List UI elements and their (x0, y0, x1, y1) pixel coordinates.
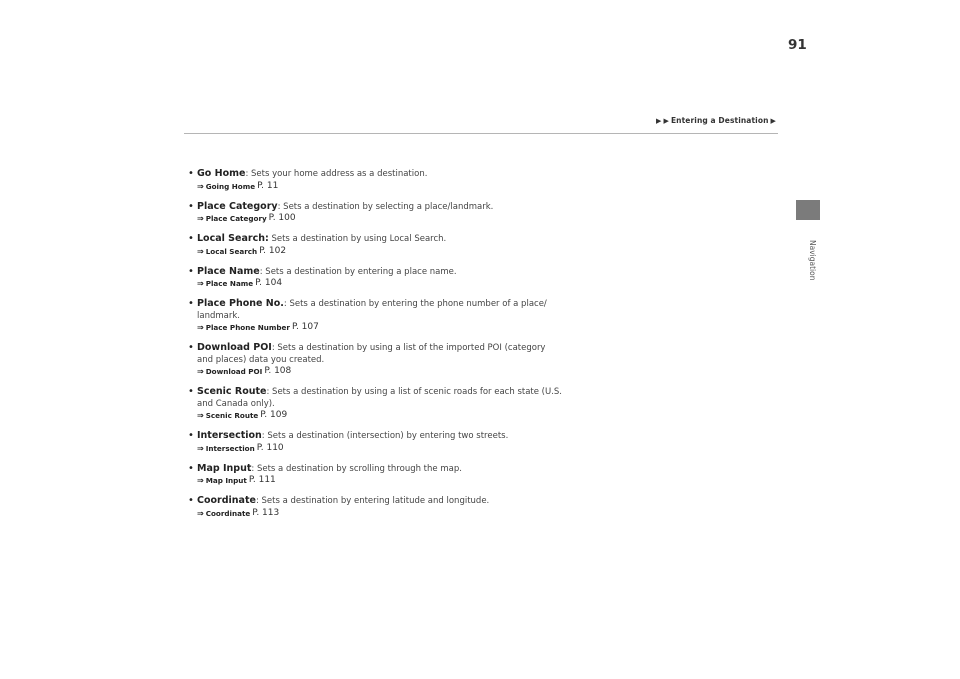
reference-arrow-icon: ⇒ (197, 246, 204, 256)
item-description: Sets a destination by scrolling through the map. (256, 463, 462, 474)
bullet-icon: • (188, 386, 194, 397)
item-description: Sets your home address as a destination. (251, 169, 428, 179)
page-reference-link[interactable] (188, 410, 568, 421)
side-tab-label: Navigation (808, 240, 817, 281)
item-separator: : (251, 463, 257, 474)
item-text (197, 399, 275, 411)
item-text (197, 495, 489, 508)
reference-title: Coordinate (205, 508, 251, 518)
reference-page: P. 113 (252, 507, 280, 518)
item-text (197, 168, 427, 181)
destination-options-list (188, 168, 568, 528)
header-rule (184, 133, 778, 134)
reference-title: Map Input (205, 476, 247, 485)
item-line (188, 311, 568, 323)
item-name: Intersection (197, 430, 262, 441)
page-reference-link[interactable] (188, 443, 568, 454)
page-reference-link[interactable] (188, 475, 568, 486)
item-text (197, 386, 562, 399)
reference-arrow-icon: ⇒ (197, 443, 204, 453)
bullet-icon: • (188, 495, 194, 506)
list-item (188, 463, 568, 487)
reference-page: P. 107 (291, 322, 319, 332)
list-item (188, 266, 568, 290)
item-description: and places) data you created. (197, 354, 325, 365)
list-item (188, 201, 568, 225)
reference-arrow-icon: ⇒ (197, 367, 204, 376)
item-name: Coordinate (197, 495, 256, 506)
reference-page: P. 104 (255, 278, 283, 288)
item-text (197, 298, 547, 311)
item-description: Sets a destination by using Local Search. (271, 234, 447, 244)
item-description: and Canada only). (197, 398, 275, 409)
reference-page: P. 109 (260, 410, 288, 420)
list-item (188, 233, 568, 257)
list-item (188, 495, 568, 519)
item-line (188, 355, 568, 367)
reference-page: P. 11 (257, 180, 279, 191)
item-separator: : (283, 299, 290, 309)
reference-arrow-icon: ⇒ (197, 508, 204, 518)
item-name: Go Home (197, 168, 246, 179)
item-line (188, 386, 568, 399)
item-name: Map Input (197, 462, 252, 474)
list-item (188, 342, 568, 377)
bullet-spacer (188, 311, 197, 323)
reference-arrow-icon: ⇒ (197, 214, 204, 223)
item-text (197, 355, 324, 367)
item-description: Sets a destination by entering a place name. (265, 266, 457, 277)
item-description: Sets a destination (intersection) by entering two streets. (267, 431, 509, 441)
reference-arrow-icon: ⇒ (197, 411, 204, 420)
item-separator: : (245, 169, 252, 179)
page-number: 91 (788, 37, 807, 53)
bullet-spacer (188, 355, 197, 367)
item-name: Local Search: (197, 233, 269, 244)
triangle-right-icon: ▶ (770, 116, 776, 125)
item-line (188, 201, 568, 214)
reference-arrow-icon: ⇒ (197, 323, 204, 332)
item-line (188, 430, 568, 443)
item-name: Scenic Route (197, 386, 267, 397)
reference-title: Place Phone Number (205, 323, 290, 332)
item-text (197, 342, 545, 355)
item-line (188, 495, 568, 508)
reference-title: Local Search (205, 246, 258, 256)
bullet-icon: • (188, 168, 194, 179)
item-description: Sets a destination by entering the phone number of a place/ (289, 299, 547, 309)
item-name: Place Name (197, 265, 260, 277)
item-text (197, 233, 446, 246)
page-reference-link[interactable] (188, 366, 568, 377)
item-separator: : (255, 496, 262, 506)
page-reference-link[interactable] (188, 508, 568, 519)
list-item (188, 298, 568, 333)
item-description: Sets a destination by using a list of the imported POI (category (277, 343, 546, 353)
item-text (197, 266, 457, 279)
triangle-right-icon: ▶ (663, 116, 669, 125)
item-text (197, 201, 493, 214)
bullet-icon: • (188, 342, 194, 353)
item-line (188, 233, 568, 246)
item-description: Sets a destination by using a list of scenic roads for each state (U.S. (272, 387, 563, 397)
reference-title: Scenic Route (205, 411, 259, 420)
item-line (188, 342, 568, 355)
item-text (197, 311, 240, 323)
side-tab-marker (796, 200, 820, 220)
reference-arrow-icon: ⇒ (197, 476, 204, 485)
item-description: Sets a destination by selecting a place/landmark. (283, 201, 494, 212)
item-text (197, 430, 508, 443)
item-separator: : (271, 343, 278, 353)
item-name: Place Category (197, 200, 278, 212)
list-item (188, 430, 568, 454)
page-reference-link[interactable] (188, 246, 568, 257)
page-reference-link[interactable] (188, 181, 568, 192)
reference-title: Place Name (205, 279, 254, 288)
reference-page: P. 111 (248, 475, 276, 485)
item-line (188, 399, 568, 411)
bullet-icon: • (188, 298, 194, 309)
reference-title: Intersection (205, 443, 255, 453)
reference-arrow-icon: ⇒ (197, 279, 204, 288)
bullet-icon: • (188, 200, 194, 212)
item-separator: : (261, 431, 268, 441)
reference-page: P. 108 (264, 366, 292, 376)
item-line (188, 266, 568, 279)
item-separator: : (259, 266, 266, 277)
page-reference-link[interactable] (188, 322, 568, 333)
bullet-spacer (188, 399, 197, 411)
item-line (188, 463, 568, 476)
item-name: Place Phone No. (197, 298, 284, 309)
item-name: Download POI (197, 342, 272, 353)
reference-arrow-icon: ⇒ (197, 181, 204, 191)
reference-page: P. 102 (259, 245, 287, 256)
item-line (188, 168, 568, 181)
list-item (188, 386, 568, 421)
item-separator: : (266, 387, 273, 397)
item-text (197, 463, 462, 476)
bullet-icon: • (188, 430, 194, 441)
bullet-icon: • (188, 462, 194, 474)
page-reference-link[interactable] (188, 278, 568, 289)
list-item (188, 168, 568, 192)
bullet-icon: • (188, 233, 194, 244)
triangle-right-icon: ▶ (655, 116, 662, 125)
item-line (188, 298, 568, 311)
item-description: landmark. (197, 310, 240, 321)
reference-title: Place Category (205, 214, 267, 223)
reference-title: Download POI (205, 367, 263, 376)
reference-title: Going Home (205, 181, 256, 191)
reference-page: P. 110 (256, 442, 284, 453)
page-reference-link[interactable] (188, 213, 568, 224)
bullet-icon: • (188, 265, 194, 277)
reference-page: P. 100 (268, 213, 296, 223)
item-separator: : (277, 201, 284, 212)
breadcrumb-section: Entering a Destination (670, 116, 769, 125)
item-description: Sets a destination by entering latitude and longitude. (261, 496, 490, 506)
breadcrumb (656, 116, 776, 125)
